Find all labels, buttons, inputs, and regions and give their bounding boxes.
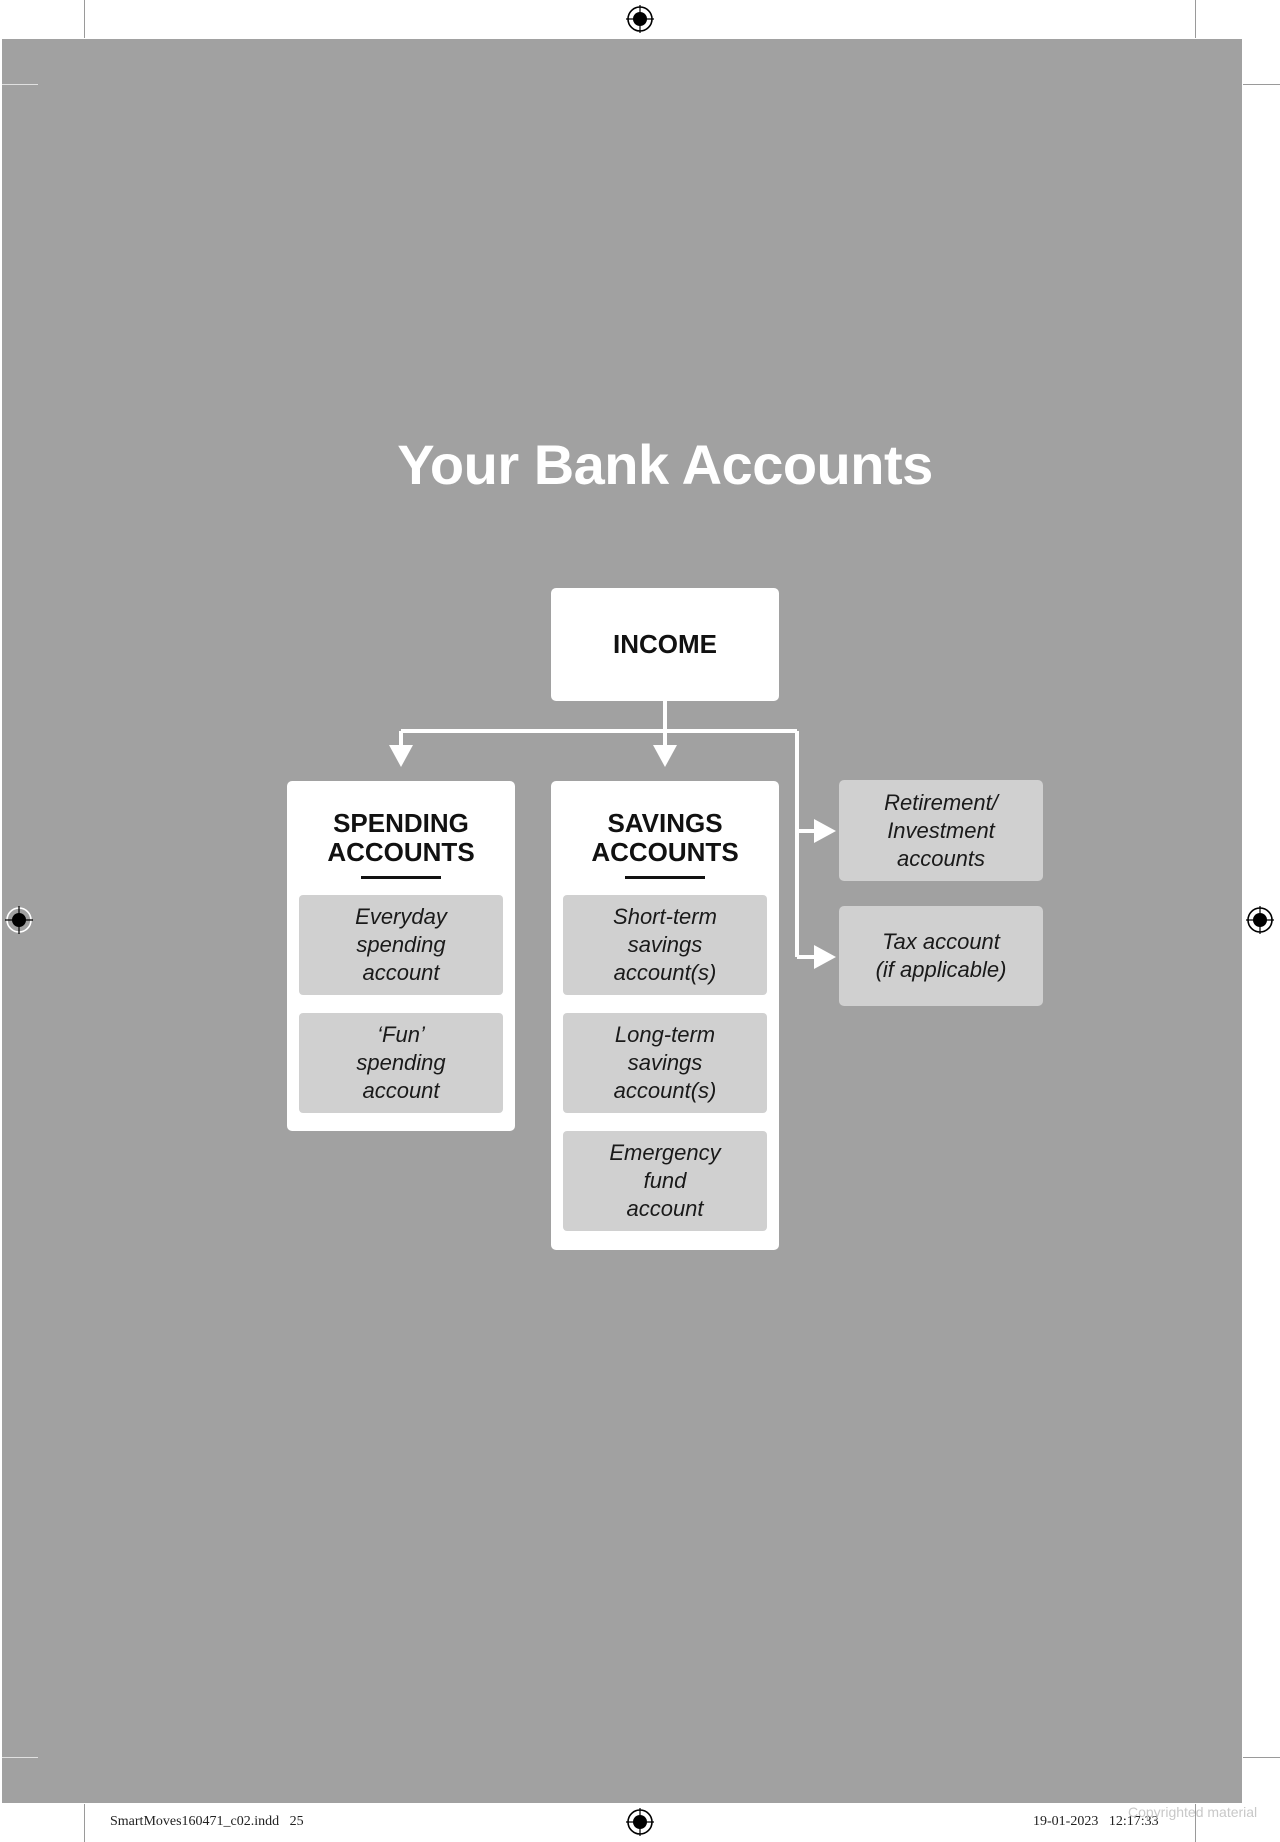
copyright-watermark: Copyrighted material bbox=[1128, 1804, 1258, 1820]
income-box bbox=[551, 588, 779, 701]
heading-underline bbox=[361, 876, 441, 879]
emergency-fund-account: Emergency fund account bbox=[563, 1131, 767, 1231]
arrow-down-icon bbox=[389, 745, 413, 767]
fun-spending-account: ‘Fun’ spending account bbox=[299, 1013, 503, 1113]
footer-datetime: 19-01-2023 12:17:33 bbox=[1033, 1814, 1159, 1829]
arrow-right-icon bbox=[814, 945, 836, 969]
arrow-down-icon bbox=[653, 745, 677, 767]
spending-accounts-box bbox=[287, 781, 515, 1131]
heading-underline bbox=[625, 876, 705, 879]
savings-accounts-heading: SAVINGS ACCOUNTS bbox=[591, 808, 739, 867]
page-title: Your Bank Accounts bbox=[397, 433, 933, 496]
tax-account: Tax account (if applicable) bbox=[839, 906, 1043, 1006]
footer-filename: SmartMoves160471_c02.indd 25 bbox=[110, 1814, 304, 1829]
spending-accounts-heading: SPENDING ACCOUNTS bbox=[327, 808, 475, 867]
everyday-spending-account: Everyday spending account bbox=[299, 895, 503, 995]
savings-accounts-box bbox=[551, 781, 779, 1250]
short-term-savings-account: Short-term savings account(s) bbox=[563, 895, 767, 995]
arrow-right-icon bbox=[814, 819, 836, 843]
income-label: INCOME bbox=[613, 629, 717, 659]
long-term-savings-account: Long-term savings account(s) bbox=[563, 1013, 767, 1113]
retirement-investment-accounts: Retirement/ Investment accounts bbox=[839, 780, 1043, 881]
